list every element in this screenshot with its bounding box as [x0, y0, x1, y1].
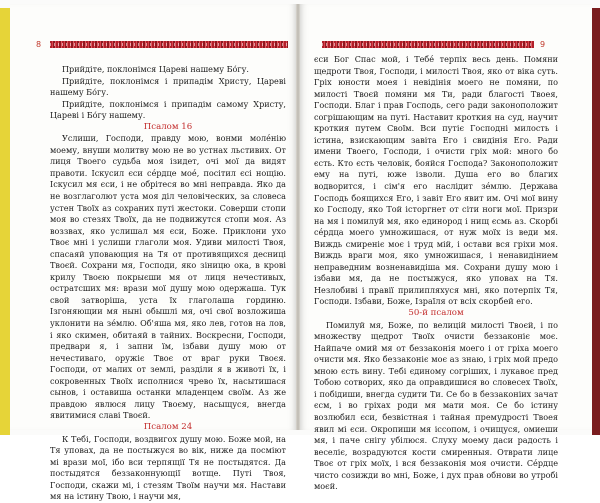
right-page-body — [314, 54, 558, 493]
intro-line-2: Прийдіте, поклонімся і припадім Христу, Цареві нашему Бо́гу. — [50, 75, 286, 98]
psalm-text-continued: єси Бог Спас мой, і Тебé терпіх весь день. Помяни щедроти Твоя, Господи, і милості Твоя, яко от віка суть. Гріх юности моея і невідінія моего не помяни, по милості Твоєй помяни мя Ти, ради благості Твоея, Господи. Благ і прав Господь, сего ради законоположит согрішающим на путі. Наставит кроткия на суд, научит кроткия путем Своїм. Вси путіє Господні милость і істина, взискающим завіта Его і свидінія Его. Ради имени Твоего, Господи, і очисти гріх мой: много бо єсть. Кто єсть человік, бояйся Господа? Законоположит ему на путі, юже ізволи. Душа его во благих водворится, і сім'я его наслідит зéмлю. Держава Господь боящихся Его, і завіт Его явит им. Очі мої вину ко Господу, яко Той історгнет от сіти ноги мої. Призри на мя і помилуй мя, яко единород і нищ єсмь аз. Скорбі сéрдца моего умножишася, от нуж моїх із веди мя. Виждь смиреніє моє і труд мій, і остави вся гріхи моя. Виждь враги моя, яко умножишася, і ненавидінием неправедним возненавидіша мя. Сохрани душу мою і ізбави мя, да не постыжуся, яко уповах на Тя. Незлобиві і правії прилипляхуся мні, яко потерпіх Тя, Господи. Ізбави, Боже, Ізраїля от всіх скорбей его. — [314, 54, 558, 307]
page-number: 9 — [540, 40, 546, 49]
psalm-title: 50-й псалом — [408, 308, 464, 319]
psalm-text: К Тебі, Господи, воздвигох душу мою. Боже мой, на Тя уповах, да не постыжуся во вік, ниже да посміют мі врази мої, ібо вси терпящії Тя не постыдятся. Да постыдятся беззаконнующії вотще. Путі Твоя, Господи, скажи мі, і стезям Твоїм научи мя. Настави мя на істину Твою, і научи мя, — [50, 433, 286, 502]
left-page — [10, 4, 296, 502]
intro-line-1: Прийдіте, поклонімся Цареві нашему Бо́гу. — [62, 64, 249, 74]
psalm-text: Помилуй мя, Боже, по велицій милості Твоєй, і по множеству щедрот Твоїх очисти беззаконіє моє. Найпаче омий мя от беззаконія моего і от гріха моего очисти мя. Яко беззаконіє моє аз знаю, і гріх мой предо мною єсть вину. Тебі єдиному согріших, і лукавоє пред Тобою сотворих, яко да оправдишися во словесех Твоїх, і побідиши, внегда судити Ти. Се бо в беззаконіих зачат єсм, і во гріхах роди мя мати моя. Се бо істину возлюбил єси, безвістная і тайная премудрості Твоея явил мі єси. Окропиши мя іссопом, і очищуся, омиеши мя, і паче снігу убілюся. Слуху моему даси радость і веселіє, возрадуются кости смиренныя. Отврати лице Твоє от гріх моїх, і вся беззаконія моя очисти. Сéрдце чисто созижди во мні, Боже, і дух прав обнови во утробі моєй. — [314, 319, 558, 492]
left-page-body — [50, 64, 286, 503]
psalm-text: Услиши, Господи, правду мою, вонми молéнію моему, внуши молитву мою не во устнах льстивих. От лиця Твоего судьба моя ізидет, очі мої да видят правоти. Іскусил єси сéрдце моé, посітил єсі нощію. Іскусил мя єси, і не обрітеся во мні неправда. Яко да не возглаголют уста моя діл человіческих, за словеса устен Твоїх аз сохраних путі жестоки. Соверши стопи моя во стезях Твоїх, да не подвижутся стопи моя. Аз воззвах, яко услишал мя єси, Боже. Приклони ухо Твоє мні і услиши глаголи моя. Удиви милості Твоя, спасаяй уповающия на Тя от противящихся десниці Твоєй. Сохрани мя, Господи, яко зіницю ока, в крові крилу Твоєю покрыєши мя от лиця нечестивых, остратсших мя: врази мої душу мою одержаша. Тук свой затворіша, уста їх глаголаша гординю. Ізгоняющии мя ныні обышлі мя, очі свої возложиша уклонити на зéмлю. Об'яша мя, яко лев, готов на лов, і яко скимен, обитаяй в тайних. Воскресни, Господи, предвари я, і запни їм, ізбави душу мою от нечестиваго, оружіє Твоє от враг руки Твоєя. Господи, от малих от землі, разділи я в животі їх, і сокровенных Твоїх исполнися чрево їх, насытишася сынов, і оставиша останки младенцем своїм. Аз же правдою явлюся лицу Твоєму, насыщуся, внегда явитимися славі Твоєй. — [50, 133, 286, 421]
psalm-title: Псалом 16 — [143, 121, 193, 132]
cover-edge-left — [0, 8, 10, 435]
right-page — [300, 4, 592, 492]
cover-edge-right — [592, 8, 600, 435]
ornament-band — [322, 41, 534, 48]
page-number: 8 — [36, 40, 42, 49]
intro-line-3: Прийдіте, поклонімся і припадім самому Христу, Цареві і Бо́гу нашему. — [50, 98, 286, 121]
ornament-band — [50, 41, 288, 48]
psalm-title: Псалом 24 — [143, 421, 193, 432]
